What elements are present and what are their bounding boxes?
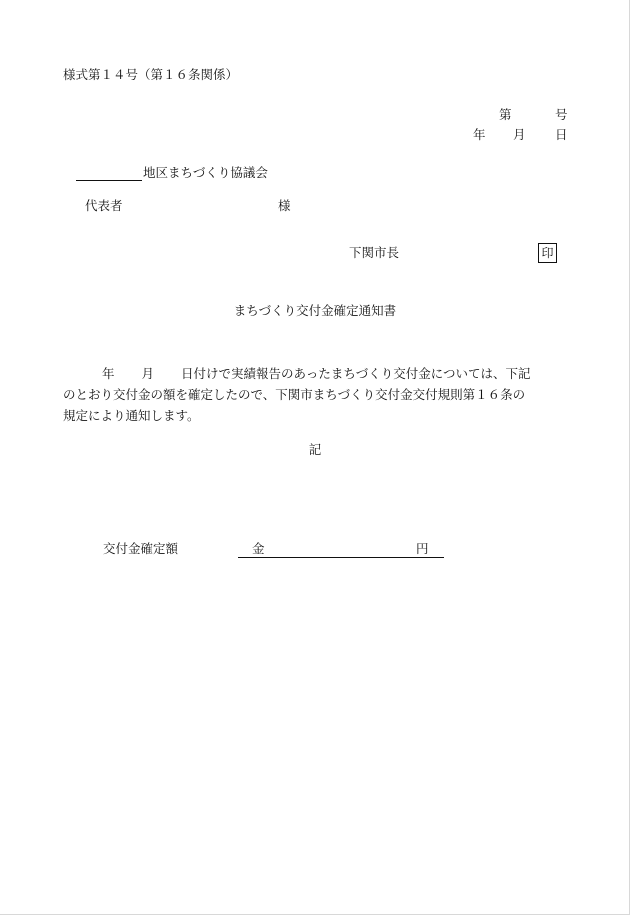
date-day-label: 日	[555, 127, 568, 142]
date-month-label: 月	[513, 127, 526, 142]
seal-mark: 印	[538, 243, 557, 263]
representative-label: 代表者	[85, 198, 123, 213]
amount-yen-suffix: 円	[416, 541, 429, 556]
representative-honorific: 様	[278, 198, 291, 213]
body-line-3: 規定により通知します。	[63, 408, 200, 423]
amount-blank	[238, 542, 444, 558]
document-number-suffix: 号	[555, 107, 568, 122]
amount-kin-prefix: 金	[252, 541, 265, 556]
document-title: まちづくり交付金確定通知書	[233, 303, 397, 318]
recipient-organization: 地区まちづくり協議会	[143, 165, 268, 180]
body-line-1	[63, 363, 573, 384]
form-number: 様式第１４号（第１６条関係）	[63, 67, 239, 82]
date-year-label: 年	[473, 127, 486, 142]
ki-heading: 記	[308, 442, 322, 457]
recipient-district-blank	[76, 166, 142, 181]
document-number-prefix: 第	[499, 107, 512, 122]
body-paragraph	[63, 363, 573, 426]
amount-label: 交付金確定額	[103, 541, 179, 556]
body-year-label: 年	[102, 366, 115, 381]
body-line-2: のとおり交付金の額を確定したので、下関市まちづくり交付金交付規則第１６条の	[63, 387, 526, 402]
sender-mayor: 下関市長	[349, 245, 400, 260]
body-month-label: 月	[141, 366, 155, 381]
body-line-1-text: 日付けで実績報告のあったまちづくり交付金については、下記	[181, 366, 531, 381]
